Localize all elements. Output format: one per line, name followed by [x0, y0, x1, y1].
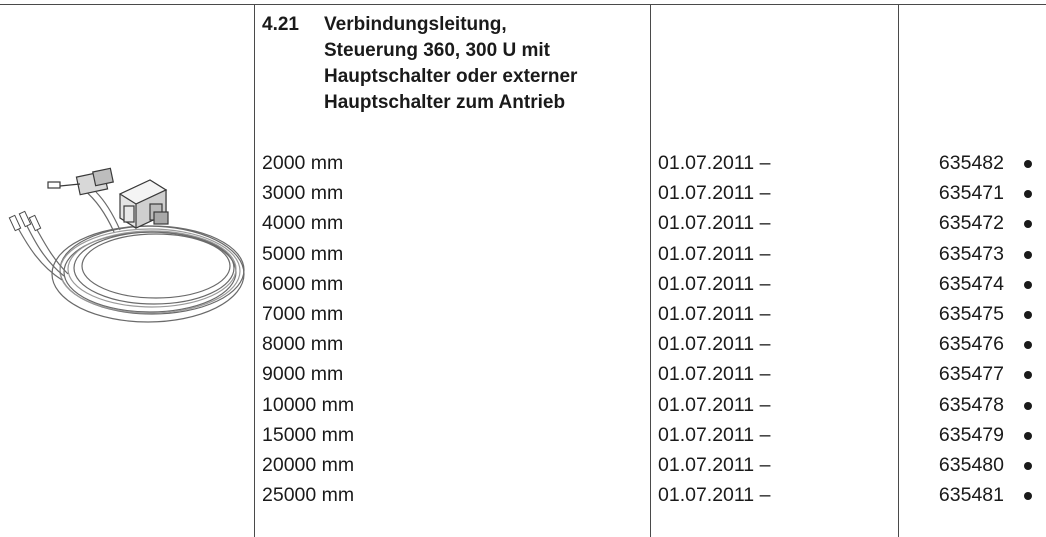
article-number: 635480 [938, 453, 1004, 476]
table-row [0, 359, 1046, 389]
availability-bullet [1024, 311, 1032, 319]
cable-length: 5000 mm [262, 242, 344, 265]
availability-bullet [1024, 492, 1032, 500]
cable-length: 2000 mm [262, 152, 344, 174]
availability-bullet [1024, 462, 1032, 470]
section-title-line: Verbindungsleitung, [324, 14, 507, 35]
table-row [0, 239, 1046, 269]
availability-bullet [1024, 220, 1032, 228]
table-row [0, 299, 1046, 329]
table-row [0, 480, 1046, 510]
table-row [0, 390, 1046, 420]
table-row [0, 420, 1046, 450]
cable-length: 8000 mm [262, 333, 344, 356]
table-row [0, 148, 1046, 178]
cable-length: 4000 mm [262, 212, 344, 235]
cable-length: 15000 mm [262, 423, 355, 446]
valid-from-date: 01.07.2011 – [658, 453, 771, 476]
article-number: 635481 [938, 484, 1004, 507]
cable-length: 7000 mm [262, 302, 344, 325]
article-number: 635475 [938, 302, 1004, 325]
valid-from-date: 01.07.2011 – [658, 393, 771, 416]
cable-length: 9000 mm [262, 363, 344, 386]
availability-bullet [1024, 432, 1032, 440]
section-title-line: Hauptschalter zum Antrieb [324, 92, 566, 113]
article-number: 635479 [938, 423, 1004, 446]
section-number: 4.21 [262, 14, 299, 35]
valid-from-date: 01.07.2011 – [658, 484, 771, 507]
availability-bullet [1024, 251, 1032, 259]
table-row [0, 450, 1046, 480]
cable-length: 20000 mm [262, 453, 355, 476]
valid-from-date: 01.07.2011 – [658, 333, 771, 356]
cable-length: 6000 mm [262, 272, 344, 295]
availability-bullet [1024, 160, 1032, 168]
article-list [0, 148, 1046, 510]
cable-length: 3000 mm [262, 182, 344, 205]
availability-bullet [1024, 402, 1032, 410]
article-number: 635472 [938, 212, 1004, 235]
article-number: 635477 [938, 363, 1004, 386]
table-row [0, 208, 1046, 238]
availability-bullet [1024, 341, 1032, 349]
section-title [324, 12, 644, 116]
valid-from-date: 01.07.2011 – [658, 363, 771, 386]
valid-from-date: 01.07.2011 – [658, 212, 771, 235]
table-row [0, 178, 1046, 208]
table-row [0, 269, 1046, 299]
section-title-line: Steuerung 360, 300 U mit [324, 40, 550, 61]
valid-from-date: 01.07.2011 – [658, 302, 771, 325]
table-row [0, 329, 1046, 359]
availability-bullet [1024, 281, 1032, 289]
valid-from-date: 01.07.2011 – [658, 182, 771, 205]
article-number: 635471 [938, 182, 1004, 205]
article-number: 635478 [938, 393, 1004, 416]
table-top-border [0, 4, 1046, 5]
valid-from-date: 01.07.2011 – [658, 242, 771, 265]
cable-length: 10000 mm [262, 393, 355, 416]
cable-length: 25000 mm [262, 484, 355, 507]
article-number: 635474 [938, 272, 1004, 295]
article-number: 635476 [938, 333, 1004, 356]
section-title-line: Hauptschalter oder externer [324, 66, 578, 87]
availability-bullet [1024, 190, 1032, 198]
valid-from-date: 01.07.2011 – [658, 152, 771, 174]
valid-from-date: 01.07.2011 – [658, 272, 771, 295]
article-number: 635482 [938, 152, 1004, 174]
valid-from-date: 01.07.2011 – [658, 423, 771, 446]
availability-bullet [1024, 371, 1032, 379]
article-number: 635473 [938, 242, 1004, 265]
